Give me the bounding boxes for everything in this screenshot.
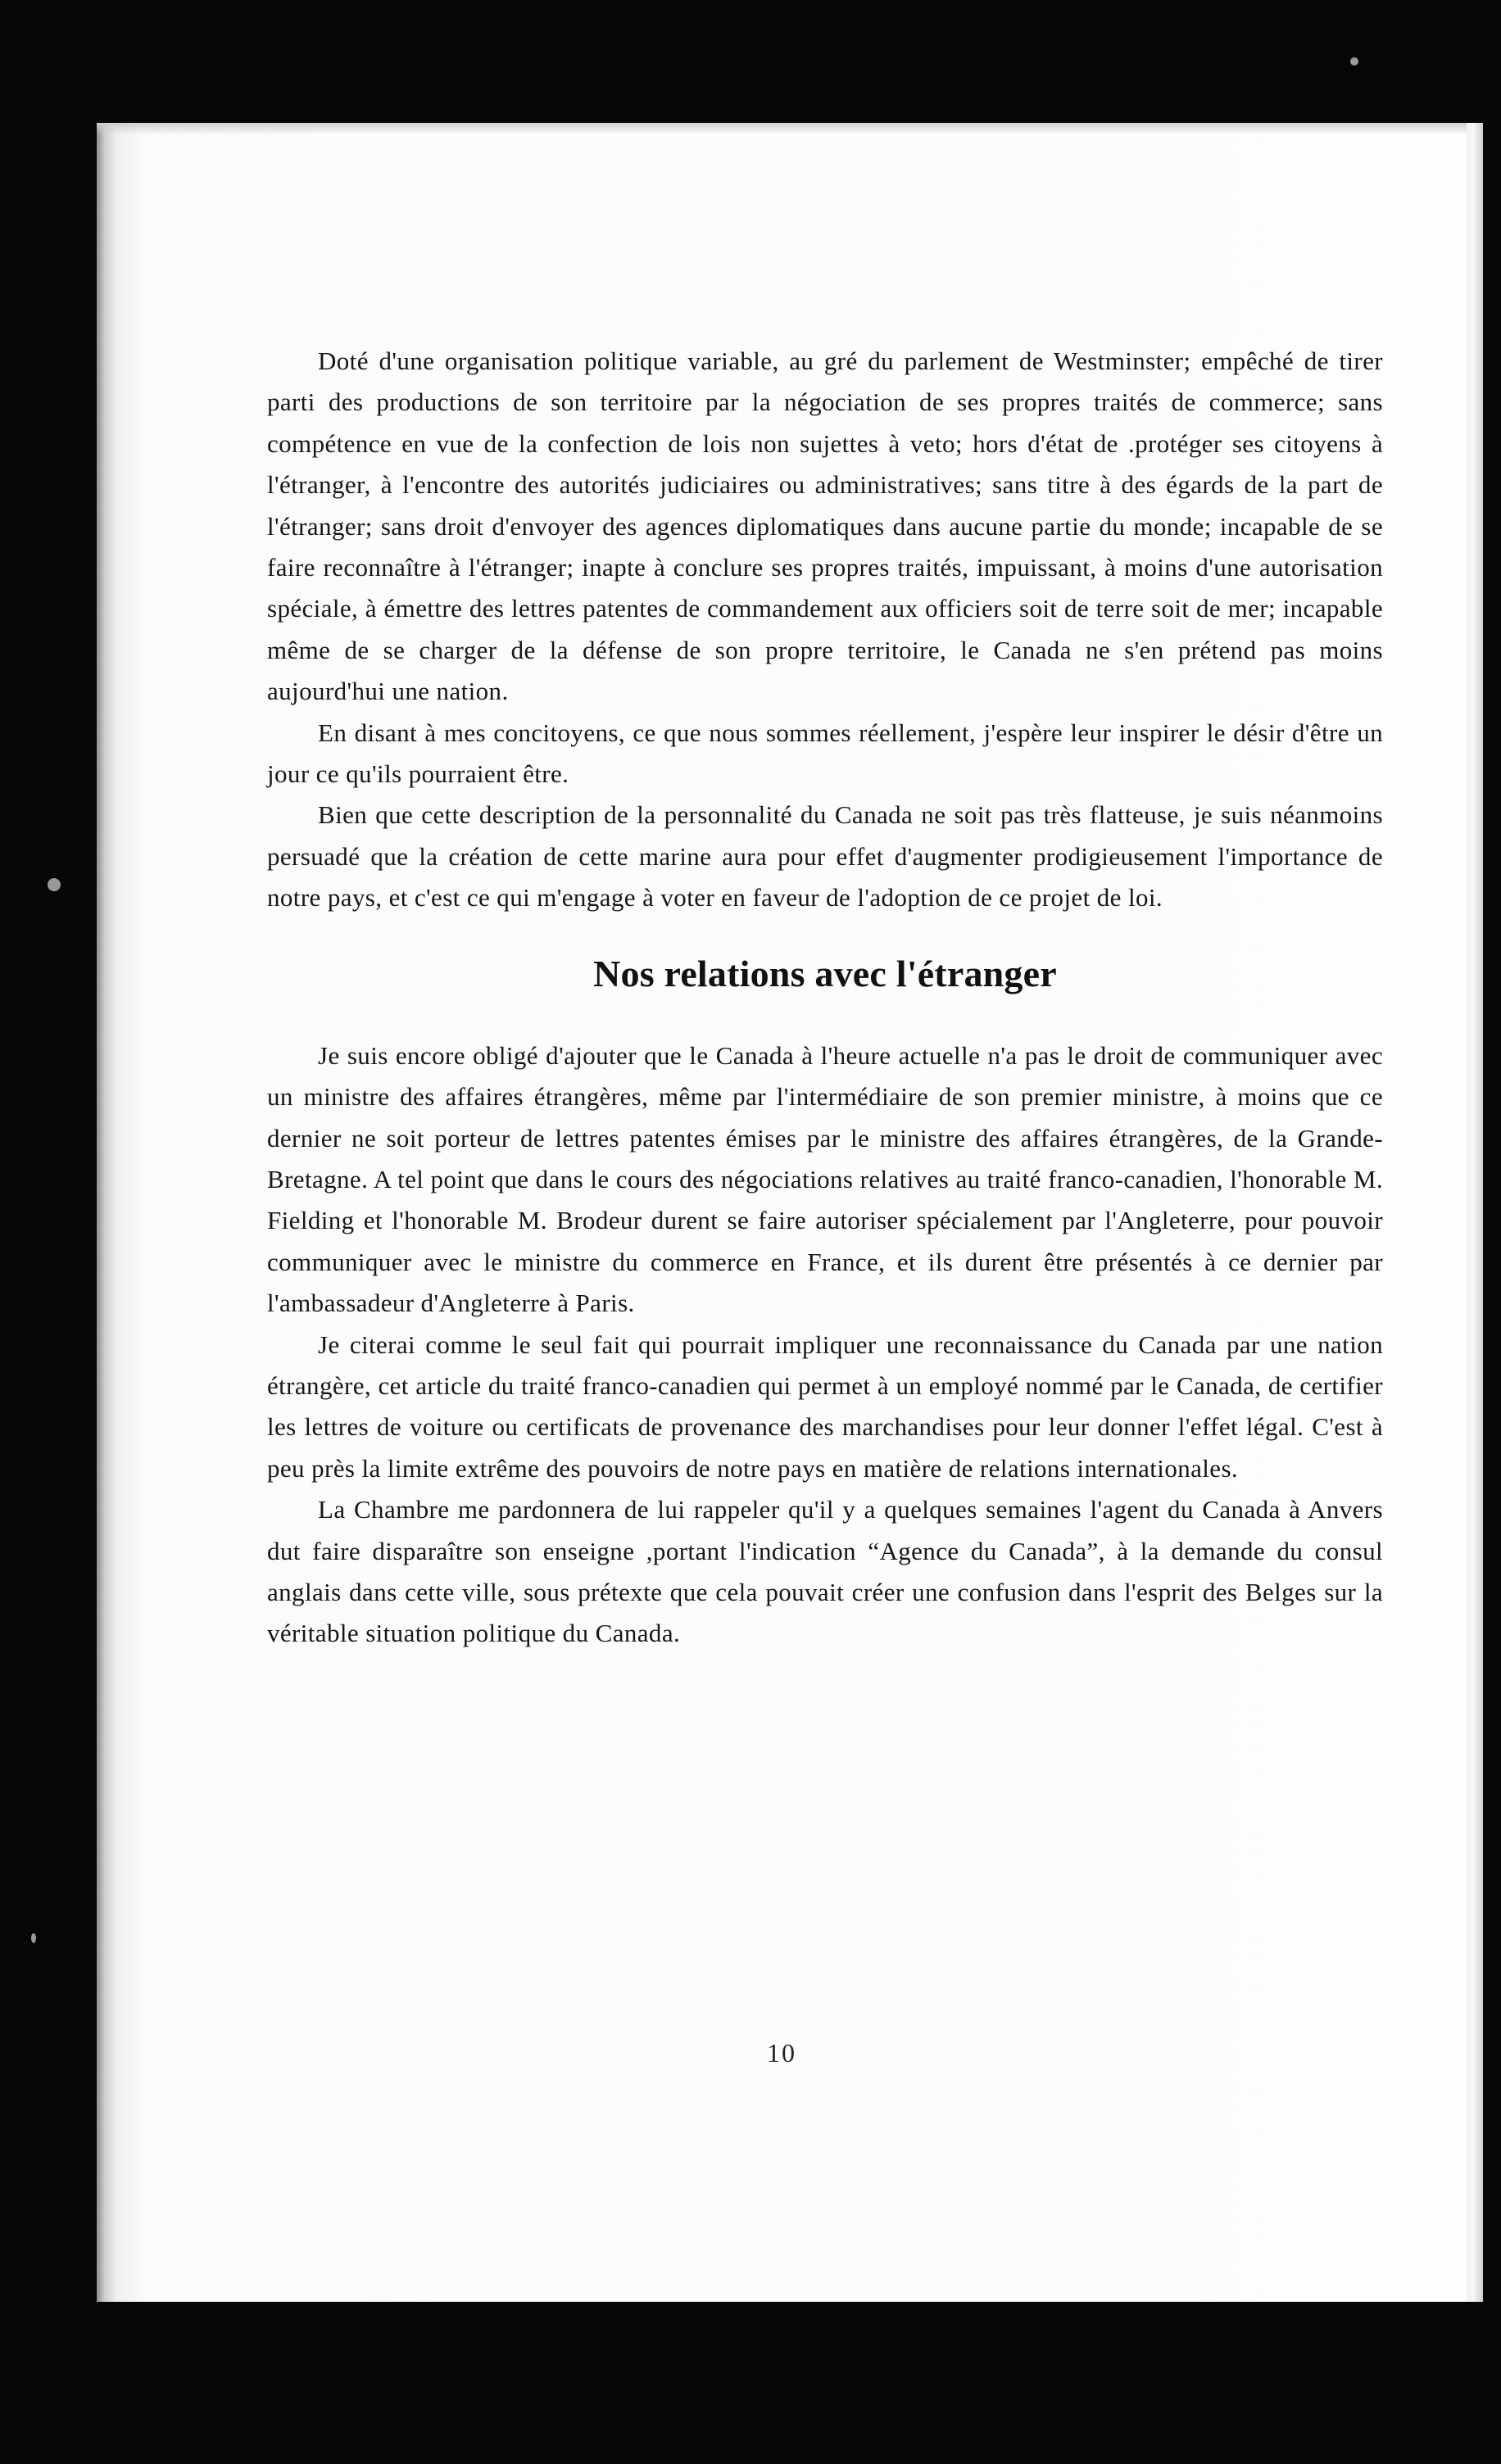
page-shadow [97, 123, 1467, 134]
paragraph: Doté d'une organisation politique variable, au gré du parlement de Westminster; empêché de tirer parti des productions de son territoire par la négociation de ses propres traités de commerce; sans compétence en vue de la confection de lois non sujettes à veto; hors d'état de .protéger ses citoyens à l'étranger, à l'encontre des autorités judiciaires ou administratives; sans titre à des égards de la part de l'étranger; sans droit d'envoyer des agences diplomatiques dans aucune partie du monde; incapable de se faire reconnaître à l'étranger; inapte à conclure ses propres traités, impuissant, à moins d'une autorisation spéciale, à émettre des lettres patentes de commandement aux officiers soit de terre soit de mer; incapable même de se charger de la défense de son propre territoire, le Canada ne s'en prétend pas moins aujourd'hui une nation. [267, 346, 1383, 706]
book-page [97, 123, 1467, 2302]
page-body [267, 341, 1383, 1655]
paragraph: La Chambre me pardonnera de lui rappeler qu'il y a quelques semaines l'agent du Canada à Anvers dut faire disparaître son enseigne ,portant l'indication “Agence du Canada”, à la demande du consul anglais dans cette ville, sous prétexte que cela pouvait créer une confusion dans l'esprit des Belges sur la véritable situation politique du Canada. [267, 1495, 1383, 1648]
page-number: 10 [767, 2038, 796, 2068]
paragraph: Je citerai comme le seul fait qui pourrait impliquer une reconnaissance du Canada par une nation étrangère, cet article du traité franco-canadien qui permet à un employé nommé par le Canada, de certifier les lettres de voiture ou certificats de provenance des marchandises pour leur donner l'effet légal. C'est à peu près la limite extrême des pouvoirs de notre pays en matière de relations internationales. [267, 1329, 1383, 1483]
dust-speck [48, 878, 61, 891]
paragraph: En disant à mes concitoyens, ce que nous sommes réellement, j'espère leur inspirer le désir d'être un jour ce qu'ils pourraient être. [267, 718, 1383, 789]
dust-speck [31, 1933, 36, 1943]
dust-speck [1350, 57, 1358, 66]
section-heading: Nos relations avec l'étranger [593, 952, 1057, 994]
paragraph: Je suis encore obligé d'ajouter que le Canada à l'heure actuelle n'a pas le droit de communiquer avec un ministre des affaires étrangères, même par l'intermédiaire de son premier ministre, à moins que ce dernier ne soit porteur de lettres patentes émises par le ministre des affaires étrangères, de la Grande-Bretagne. A tel point que dans le cours des négociations relatives au traité franco-canadien, l'honorable M. Fielding et l'honorable M. Brodeur durent se faire autoriser spécialement par l'Angleterre, pour pouvoir communiquer avec le ministre du commerce en France, et ils durent être présentés à ce dernier par l'ambassadeur d'Angleterre à Paris. [267, 1040, 1383, 1318]
paragraph: Bien que cette description de la personnalité du Canada ne soit pas très flatteuse, je suis néanmoins persuadé que la création de cette marine aura pour effet d'augmenter prodigieusement l'importance de notre pays, et c'est ce qui m'engage à voter en faveur de l'adoption de ce projet de loi. [267, 800, 1383, 913]
